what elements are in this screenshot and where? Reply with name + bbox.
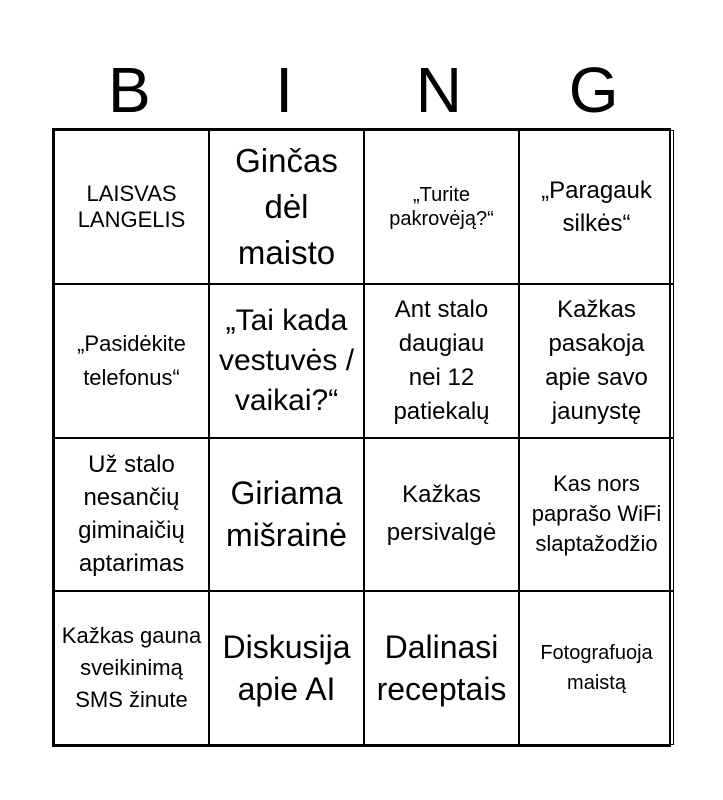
bingo-cell[interactable]: [54, 591, 209, 745]
cell-text: „Tai kada vestuvės / vaikai?“: [218, 303, 355, 417]
bingo-cell[interactable]: [364, 438, 519, 592]
cell-text: Kas nors paprašo WiFi slaptažodžio: [531, 471, 662, 557]
bingo-grid: [52, 128, 671, 747]
header-letter-b: B: [108, 54, 151, 126]
cell-text: LAISVAS LANGELIS: [77, 180, 186, 232]
bingo-cell[interactable]: [209, 130, 364, 284]
cell-text: Kažkas gauna sveikinimą SMS žinute: [61, 623, 202, 713]
bingo-cell[interactable]: [364, 130, 519, 284]
cell-text: Giriama mišrainė: [226, 475, 347, 554]
header-letter-i: I: [275, 54, 294, 126]
bingo-cell[interactable]: [209, 591, 364, 745]
bingo-cell[interactable]: [54, 438, 209, 592]
cell-text: „Turite pakrovėją?“: [389, 183, 494, 230]
cell-text: Ant stalo daugiau nei 12 patiekalų: [393, 295, 490, 425]
cell-text: „Paragauk silkės“: [541, 176, 652, 237]
bingo-cell[interactable]: [519, 130, 674, 284]
bingo-cell-free[interactable]: [54, 130, 209, 284]
cell-text: Diskusija apie AI: [222, 629, 351, 708]
bingo-cell[interactable]: [209, 438, 364, 592]
cell-text: Fotografuoja maistą: [540, 642, 653, 695]
bingo-cell[interactable]: [209, 284, 364, 438]
bingo-cell[interactable]: [519, 438, 674, 592]
bingo-cell[interactable]: [519, 284, 674, 438]
header-letter-n: N: [415, 54, 462, 126]
bingo-cell[interactable]: [519, 591, 674, 745]
cell-text: Kažkas pasakoja apie savo jaunystę: [545, 295, 648, 425]
cell-text: Dalinasi receptais: [376, 629, 507, 708]
bingo-cell[interactable]: [364, 284, 519, 438]
bingo-cell[interactable]: [54, 284, 209, 438]
cell-text: Kažkas persivalgė: [386, 481, 497, 547]
cell-text: Už stalo nesančių giminaičių aptarimas: [78, 451, 185, 578]
cell-text: Ginčas dėl maisto: [235, 141, 338, 271]
header-letter-g: G: [568, 54, 619, 126]
bingo-header: [52, 52, 671, 128]
bingo-cell[interactable]: [364, 591, 519, 745]
cell-text: „Pasidėkite telefonus“: [77, 330, 186, 390]
